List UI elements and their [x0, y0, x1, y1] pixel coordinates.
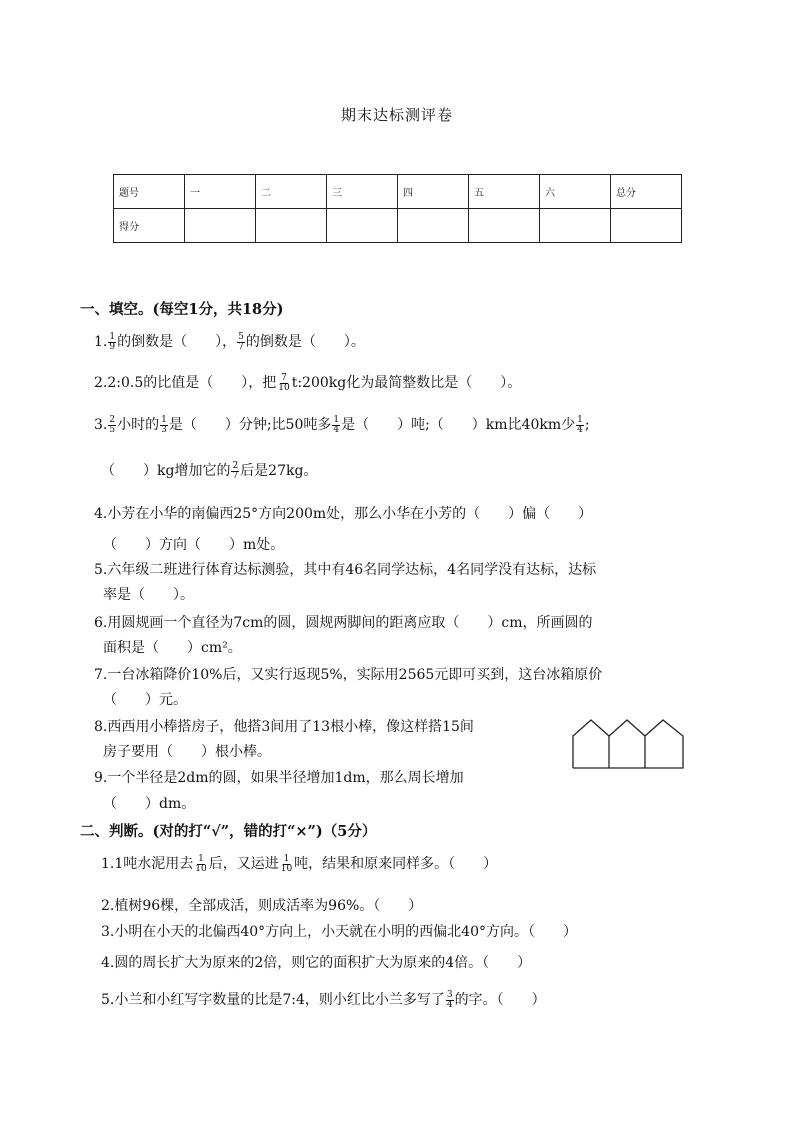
question-9-continued: （ ）dm。: [103, 796, 196, 812]
question-5-continued: 率是（ ）。: [103, 587, 194, 603]
fraction: $\frac{3}{4}$: [446, 989, 453, 1010]
fraction: $\frac{1}{9}$: [109, 331, 116, 352]
fraction: $\frac{1}{4}$: [333, 414, 340, 435]
score-header-cell: 五: [469, 175, 540, 209]
fraction: $\frac{1}{3}$: [161, 414, 167, 435]
section2-heading: 二、判断。(对的打“√”，错的打“×”)（5分）: [80, 823, 377, 840]
score-row-label: 得分: [114, 209, 185, 243]
score-table: [113, 174, 682, 243]
fraction: $\frac{2}{7}$: [232, 460, 239, 481]
question-6-continued: 面积是（ ）cm²。: [103, 640, 242, 656]
score-blank-cell[interactable]: [540, 209, 611, 243]
question-8: 8.西西用小棒搭房子，他搭3间用了13根小棒，像这样搭15间: [94, 719, 474, 735]
question-2: 2.2:0.5的比值是（ ），把 $\frac{7}{10}$ t:200kg化为最简整数比是（ ）。: [94, 372, 522, 393]
question-3-continued: （ ）kg增加它的 $\frac{2}{7}$ 后是27kg。: [101, 460, 318, 481]
fraction: $\frac{2}{5}$: [109, 414, 116, 435]
question-5: 5.六年级二班进行体育达标测验，其中有46名同学达标，4名同学没有达标，达标: [94, 562, 597, 578]
page-title: 期末达标测评卷: [340, 106, 453, 124]
judge-5: 5.小兰和小红写字数量的比是7:4，则小红比小兰多写了 $\frac{3}{4}$ 的字。（ ）: [101, 989, 546, 1010]
score-header-cell: 一: [185, 175, 256, 209]
score-blank-cell[interactable]: [327, 209, 398, 243]
judge-1: 1.1吨水泥用去 $\frac{1}{10}$ 后，又运进 $\frac{1}{10}$ 吨，结果和原来同样多。（ ）: [101, 853, 498, 874]
question-3: 3. $\frac{2}{5}$ 小时的 $\frac{1}{3}$ 是（ ）分钟;比50吨多 $\frac{1}{4}$ 是（ ）吨;（ ）km比40km少 $\frac{1}{4}$ ;: [94, 414, 590, 435]
question-8-continued: 房子要用（ ）根小棒。: [103, 744, 271, 760]
question-4-continued: （ ）方向（ ）m处。: [103, 537, 285, 553]
fraction: $\frac{1}{10}$: [195, 853, 207, 874]
score-table-score-row: [114, 209, 682, 243]
judge-2: 2.植树96棵，全部成活，则成活率为96%。（ ）: [101, 898, 423, 914]
fraction: $\frac{1}{10}$: [280, 853, 293, 874]
score-header-cell: 题号: [114, 175, 185, 209]
score-blank-cell[interactable]: [469, 209, 540, 243]
score-header-cell: 三: [327, 175, 398, 209]
question-4: 4.小芳在小华的南偏西25°方向200m处，那么小华在小芳的（ ）偏（ ）: [94, 506, 593, 522]
section1-heading: 一、填空。(每空1分，共18分): [80, 301, 284, 318]
score-table-header-row: [114, 175, 682, 209]
judge-3: 3.小明在小天的北偏西40°方向上，小天就在小明的西偏北40°方向。（ ）: [101, 924, 577, 940]
score-header-cell: 四: [398, 175, 469, 209]
question-9: 9.一个半径是2dm的圆，如果半径增加1dm，那么周长增加: [94, 770, 464, 786]
houses-figure: [570, 718, 692, 770]
question-7-continued: （ ）元。: [103, 692, 187, 708]
score-header-cell: 六: [540, 175, 611, 209]
question-7: 7.一台冰箱降价10%后，又实行返现5%，实际用2565元即可买到，这台冰箱原价: [94, 667, 603, 683]
fraction: $\frac{1}{4}$: [577, 414, 583, 435]
question-6: 6.用圆规画一个直径为7cm的圆，圆规两脚间的距离应取（ ）cm，所画圆的: [94, 615, 593, 631]
judge-4: 4.圆的周长扩大为原来的2倍，则它的面积扩大为原来的4倍。（ ）: [101, 955, 532, 971]
score-blank-cell[interactable]: [185, 209, 256, 243]
question-1: 1. $\frac{1}{9}$ 的倒数是（ ）， $\frac{5}{7}$ 的倒数是（ ）。: [94, 331, 365, 352]
score-blank-cell[interactable]: [611, 209, 682, 243]
score-blank-cell[interactable]: [256, 209, 327, 243]
score-blank-cell[interactable]: [398, 209, 469, 243]
fraction: $\frac{5}{7}$: [238, 331, 244, 352]
fraction: $\frac{7}{10}$: [278, 372, 290, 393]
houses-outline: [573, 720, 683, 768]
score-header-cell: 总分: [611, 175, 682, 209]
score-header-cell: 二: [256, 175, 327, 209]
